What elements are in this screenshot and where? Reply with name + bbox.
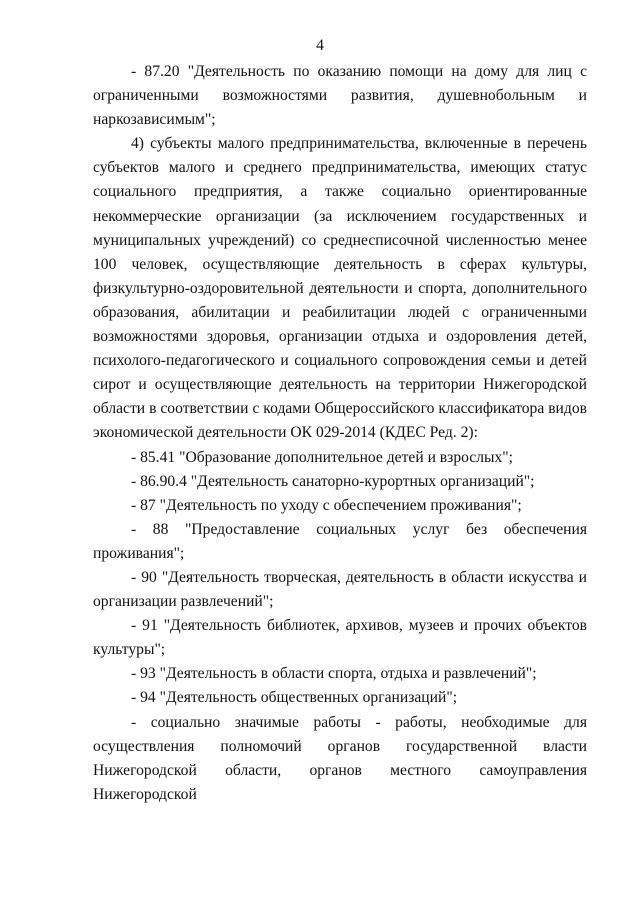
paragraph-okved-94: - 94 "Деятельность общественных организаций"; <box>131 689 458 707</box>
paragraph-small-business-subjects: 4) субъекты малого предпринимательства, включенные в перечень субъектов малого и среднего предпринимательства, имеющих статус социального предприятия, а также социально ориентированные некоммерческие организации (за исключением государственных и муниципальных учреждений) со среднесписочной численностью менее 100 человек, осуществляющие деятельность в сферах культуры, физкультурно-оздоровительной деятельности и спорта, дополнительного образования, абилитации и реабилитации людей с ограниченными возможностями здоровья, организации отдыха и оздоровления детей, психолого-педагогического и социального сопровождения семьи и детей сирот и осуществляющие деятельность на территории Нижегородской области в соответствии с кодами Общероссийского классификатора видов экономической деятельности ОК 029-2014 (КДЕС Ред. 2): <box>93 135 587 442</box>
page-number: 4 <box>316 37 324 54</box>
paragraph-okved-88: - 88 "Предоставление социальных услуг без обеспечения проживания"; <box>93 520 587 562</box>
document-body <box>93 60 587 807</box>
paragraph-okved-93: - 93 "Деятельность в области спорта, отдыха и развлечений"; <box>131 665 537 683</box>
paragraph-okved-91: - 91 "Деятельность библиотек, архивов, музеев и прочих объектов культуры"; <box>93 617 587 659</box>
paragraph-okved-90: - 90 "Деятельность творческая, деятельность в области искусства и организации развлечений"; <box>93 568 587 611</box>
paragraph-okved-86-90-4: - 86.90.4 "Деятельность санаторно-курортных организаций"; <box>131 472 535 490</box>
paragraph-okved-85-41: - 85.41 "Образование дополнительное детей и взрослых"; <box>131 448 513 466</box>
paragraph-socially-significant-works: - социально значимые работы - работы, необходимые для осуществления полномочий органов государственной власти Нижегородской области, органов местного самоуправления Нижегородской <box>93 713 587 803</box>
paragraph-okved-87-20: - 87.20 "Деятельность по оказанию помощи на дому для лиц с ограниченными возможностями развития, душевнобольным и наркозависимым"; <box>93 63 587 129</box>
paragraph-okved-87: - 87 "Деятельность по уходу с обеспечением проживания"; <box>131 496 522 514</box>
